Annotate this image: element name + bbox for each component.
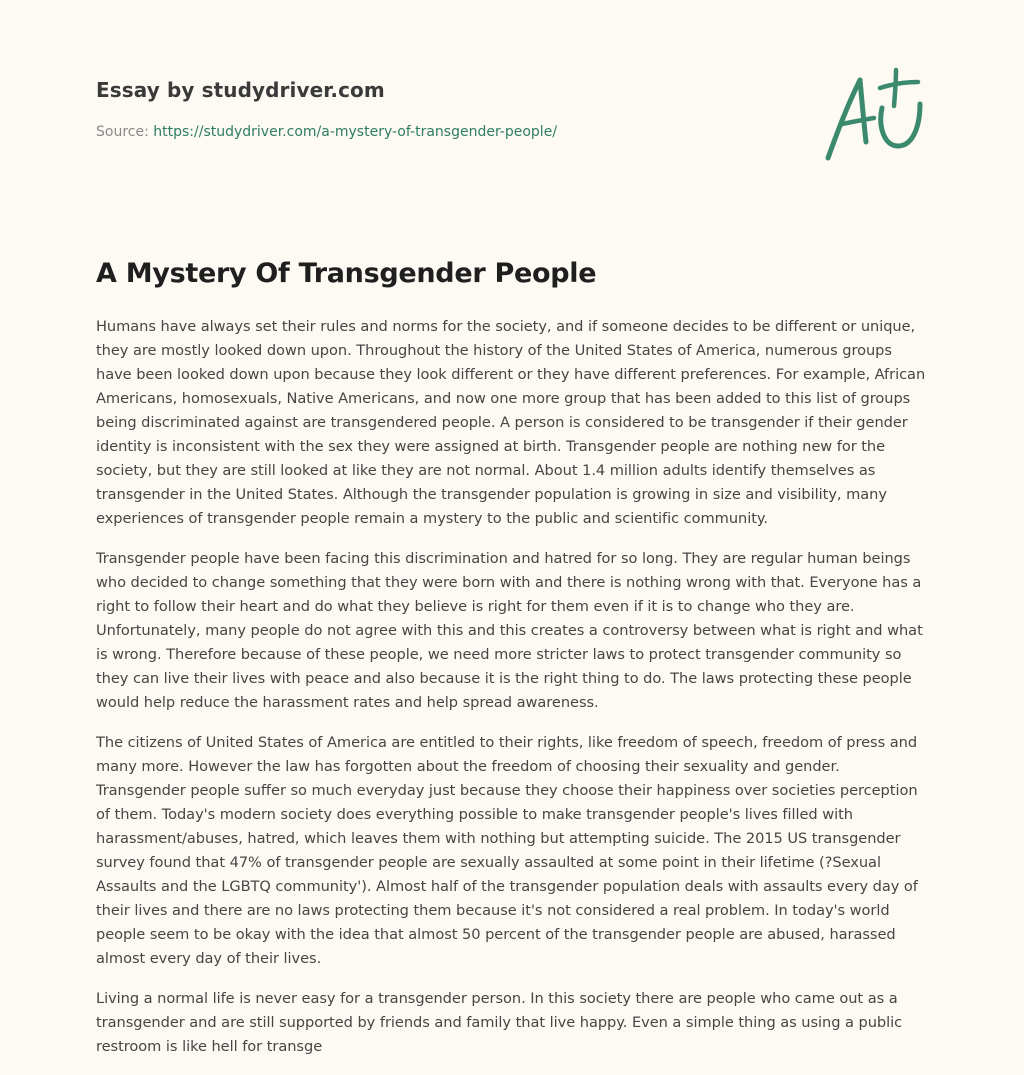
a-plus-logo-icon (822, 66, 930, 166)
source-label: Source: (96, 124, 154, 140)
essay-paragraph: Transgender people have been facing this discrimination and hatred for so long. They are regular human beings who decided to change something that they were born with and there is nothing wrong with that. Everyone has a right to follow their heart and do what they believe is right for them even if it is to change who they are. Unfortunately, many people do not agree with this and this creates a controversy between what is right and what is wrong. Therefore because of these people, we need more stricter laws to protect transgender community so they can live their lives with peace and also because it is the right thing to do. The laws protecting these people would help reduce the harassment rates and help spread awareness. (96, 550, 923, 711)
essay-paragraph: Living a normal life is never easy for a transgender person. In this society there are people who came out as a transgender and are still supported by friends and family that live happy. Even a simple thing as using a public restroom is like hell for transge (96, 990, 903, 1055)
essay-paragraph: Humans have always set their rules and norms for the society, and if someone decides to be different or unique, they are mostly looked down upon. Throughout the history of the United States of America, numerous groups have been looked down upon because they look different or they have different preferences. For example, African Americans, homosexuals, Native Americans, and now one more group that has been added to this list of groups being discriminated against are transgendered people. A person is considered to be transgender if their gender identity is inconsistent with the sex they were assigned at birth. Transgender people are nothing new for the society, but they are still looked at like they are not normal. About 1.4 million adults identify themselves as transgender in the United States. Although the transgender population is growing in size and visibility, many experiences of transgender people remain a mystery to the public and scientific community. (96, 318, 926, 527)
essay-body (96, 315, 932, 1075)
source-link[interactable]: https://studydriver.com/a-mystery-of-transgender-people/ (153, 124, 558, 140)
source-line (96, 123, 796, 141)
brand-title: Essay by studydriver.com (96, 78, 385, 102)
essay-header (96, 76, 796, 141)
essay-paragraph: The citizens of United States of America are entitled to their rights, like freedom of speech, freedom of press and many more. However the law has forgotten about the freedom of choosing their sexuality and gender. Transgender people suffer so much everyday just because they choose their happiness over societies perception of them. Today's modern society does everything possible to make transgender people's lives filled with harassment/abuses, hatred, which leaves them with nothing but attempting suicide. The 2015 US transgender survey found that 47% of transgender people are sexually assaulted at some point in their lifetime (?Sexual Assaults and the LGBTQ community'). Almost half of the transgender population deals with assaults every day of their lives and there are no laws protecting them because it's not considered a real problem. In today's world people seem to be okay with the idea that almost 50 percent of the transgender people are abused, harassed almost every day of their lives. (96, 734, 918, 967)
essay-title: A Mystery Of Transgender People (96, 258, 597, 289)
